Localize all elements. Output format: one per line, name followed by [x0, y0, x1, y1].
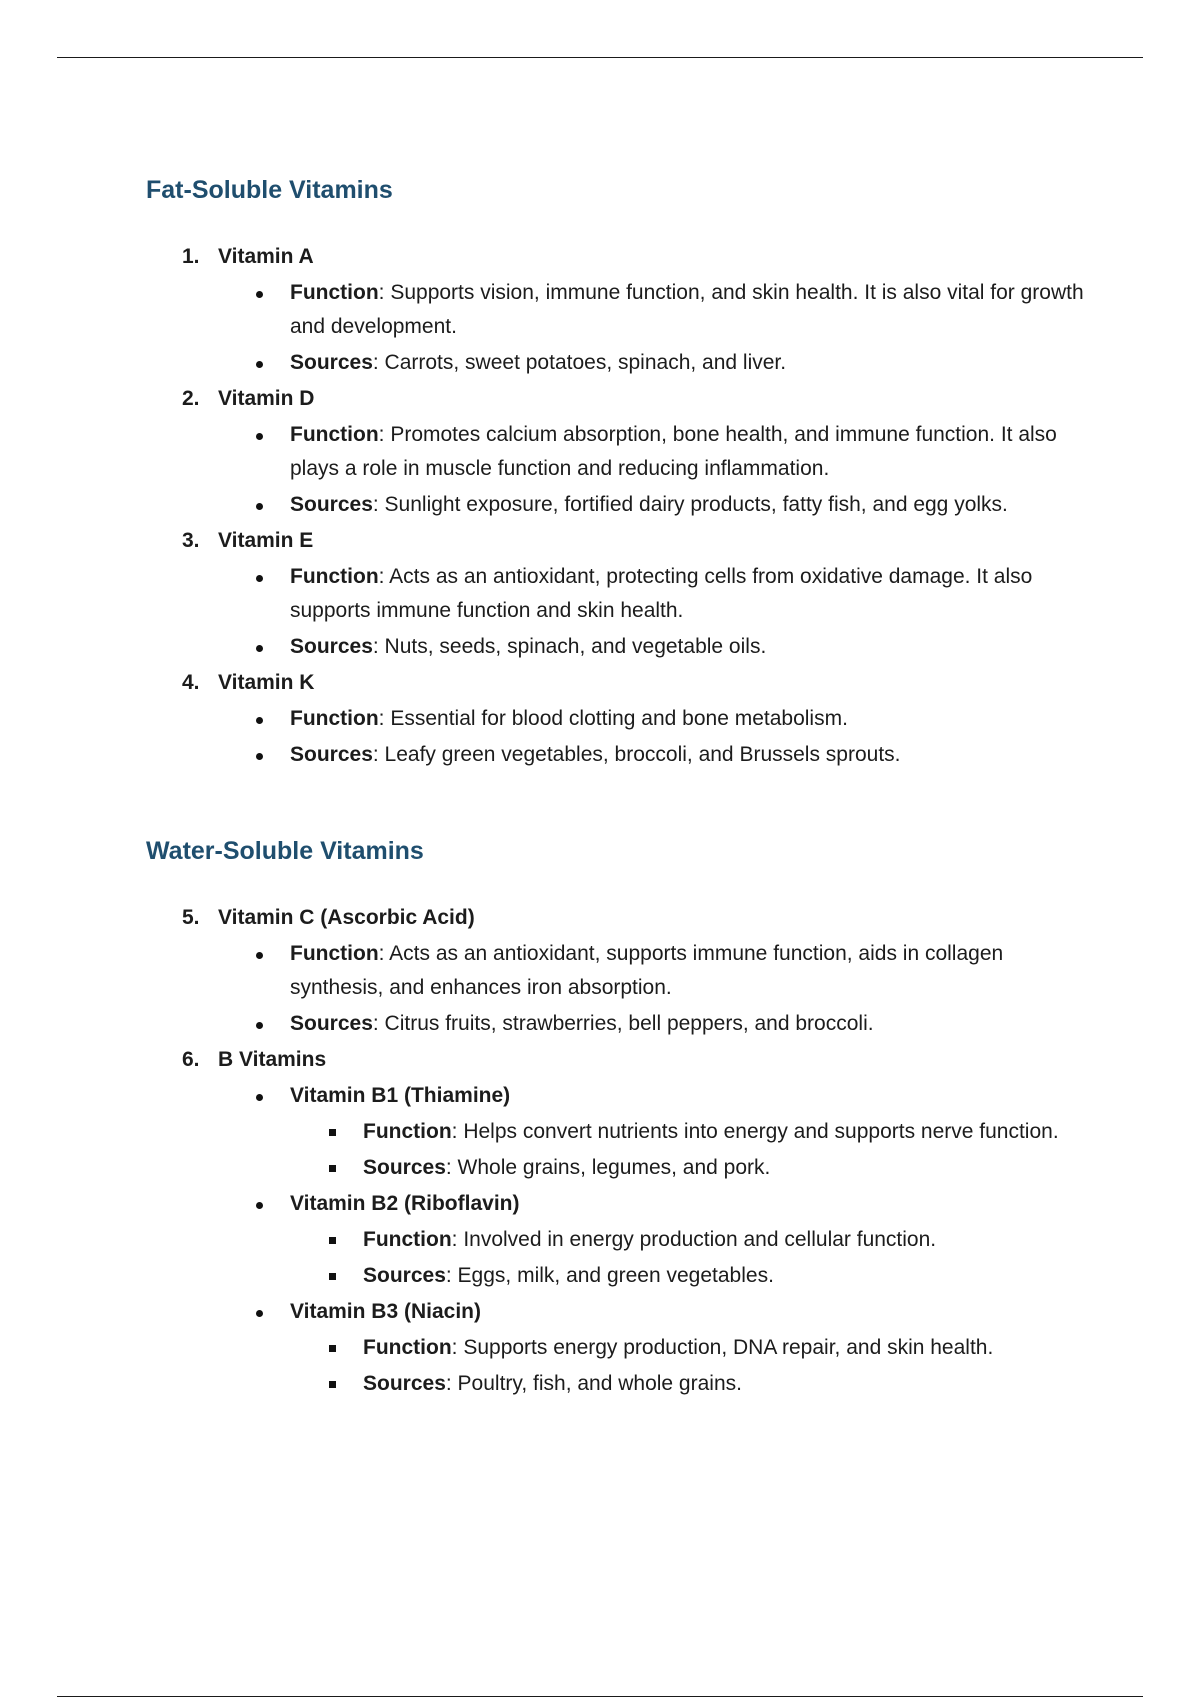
bullet-icon: [256, 645, 263, 652]
item-title: Vitamin D: [218, 387, 315, 410]
function-text: : Supports energy production, DNA repair, and skin health.: [451, 1336, 994, 1359]
item-number: 4.: [182, 671, 200, 694]
sources-label: Sources: [290, 493, 373, 516]
sources-text: : Carrots, sweet potatoes, spinach, and liver.: [372, 351, 787, 374]
sources-text: : Eggs, milk, and green vegetables.: [445, 1264, 774, 1287]
bullet-icon: [256, 717, 263, 724]
item-title: Vitamin A: [218, 245, 314, 268]
sources-text: : Whole grains, legumes, and pork.: [445, 1156, 771, 1179]
function-entry: [0, 417, 1090, 487]
square-bullet-icon: [329, 1273, 336, 1280]
sources-entry: [0, 1366, 1073, 1402]
square-bullet-icon: [329, 1381, 336, 1388]
item-title: B Vitamins: [218, 1048, 327, 1071]
sub-item-title: Vitamin B2 (Riboflavin): [290, 1192, 520, 1215]
square-bullet-icon: [329, 1237, 336, 1244]
function-label: Function: [290, 707, 379, 730]
list-item-vitamin-d: [0, 381, 1200, 523]
sources-label: Sources: [363, 1264, 446, 1287]
sources-label: Sources: [363, 1156, 446, 1179]
sources-entry: [0, 1258, 1073, 1294]
bullet-icon: [256, 753, 263, 760]
function-label: Function: [363, 1120, 452, 1143]
list-item-vitamin-c: [0, 900, 1200, 1042]
bullet-icon: [256, 1202, 263, 1209]
function-label: Function: [290, 281, 379, 304]
item-title: Vitamin K: [218, 671, 315, 694]
list-item-b-vitamins: [0, 1042, 1200, 1402]
sources-entry: [0, 629, 1090, 665]
bullet-icon: [256, 1310, 263, 1317]
sub-item-title: Vitamin B3 (Niacin): [290, 1300, 481, 1323]
function-text: : Promotes calcium absorption, bone health, and immune function. It also plays a role in muscle function and reducing inflammation.: [290, 423, 1057, 480]
list-item-vitamin-k: [0, 665, 1200, 773]
item-title: Vitamin E: [218, 529, 314, 552]
function-text: : Supports vision, immune function, and skin health. It is also vital for growth and development.: [290, 281, 1084, 338]
sources-entry: [0, 345, 1090, 381]
sources-entry: [0, 1150, 1073, 1186]
function-label: Function: [290, 565, 379, 588]
function-entry: [0, 701, 1090, 737]
function-text: : Acts as an antioxidant, protecting cells from oxidative damage. It also supports immune function and skin health.: [290, 565, 1033, 622]
bullet-icon: [256, 361, 263, 368]
sources-text: : Citrus fruits, strawberries, bell peppers, and broccoli.: [372, 1012, 874, 1035]
bullet-icon: [256, 1094, 263, 1101]
item-number: 3.: [182, 529, 200, 552]
sources-label: Sources: [290, 743, 373, 766]
square-bullet-icon: [329, 1165, 336, 1172]
function-label: Function: [290, 942, 379, 965]
function-entry: [0, 1330, 1073, 1366]
sub-item-vitamin-b2: [0, 1186, 1090, 1222]
bullet-icon: [256, 575, 263, 582]
bullet-icon: [256, 291, 263, 298]
fat-soluble-list: [0, 239, 1200, 773]
bullet-icon: [256, 952, 263, 959]
section-heading-fat-soluble: Fat-Soluble Vitamins: [146, 176, 393, 204]
list-item-vitamin-e: [0, 523, 1200, 665]
item-title: Vitamin C (Ascorbic Acid): [218, 906, 475, 929]
function-text: : Involved in energy production and cellular function.: [451, 1228, 937, 1251]
section-heading-water-soluble: Water-Soluble Vitamins: [146, 837, 424, 865]
sources-text: : Nuts, seeds, spinach, and vegetable oils.: [372, 635, 767, 658]
bottom-rule: [57, 1696, 1143, 1697]
top-rule: [57, 57, 1143, 58]
item-number: 5.: [182, 906, 200, 929]
sub-item-vitamin-b1: [0, 1078, 1090, 1114]
sources-entry: [0, 1006, 1090, 1042]
sources-label: Sources: [290, 635, 373, 658]
square-bullet-icon: [329, 1345, 336, 1352]
item-number: 6.: [182, 1048, 200, 1071]
function-entry: [0, 275, 1090, 345]
function-entry: [0, 1114, 1073, 1150]
item-number: 2.: [182, 387, 200, 410]
bullet-icon: [256, 433, 263, 440]
bullet-icon: [256, 503, 263, 510]
sources-text: : Leafy green vegetables, broccoli, and Brussels sprouts.: [372, 743, 901, 766]
list-item-vitamin-a: [0, 239, 1200, 381]
sources-label: Sources: [290, 351, 373, 374]
sources-label: Sources: [290, 1012, 373, 1035]
function-entry: [0, 1222, 1073, 1258]
sub-item-title: Vitamin B1 (Thiamine): [290, 1084, 511, 1107]
water-soluble-list: [0, 900, 1200, 1402]
function-label: Function: [363, 1228, 452, 1251]
function-label: Function: [363, 1336, 452, 1359]
square-bullet-icon: [329, 1129, 336, 1136]
sources-label: Sources: [363, 1372, 446, 1395]
function-text: : Essential for blood clotting and bone metabolism.: [378, 707, 848, 730]
sources-text: : Poultry, fish, and whole grains.: [445, 1372, 742, 1395]
item-number: 1.: [182, 245, 200, 268]
function-entry: [0, 936, 1090, 1006]
sub-item-vitamin-b3: [0, 1294, 1090, 1330]
sources-text: : Sunlight exposure, fortified dairy products, fatty fish, and egg yolks.: [372, 493, 1008, 516]
function-entry: [0, 559, 1090, 629]
bullet-icon: [256, 1022, 263, 1029]
sources-entry: [0, 487, 1090, 523]
function-label: Function: [290, 423, 379, 446]
sources-entry: [0, 737, 1090, 773]
function-text: : Acts as an antioxidant, supports immune function, aids in collagen synthesis, and enhances iron absorption.: [290, 942, 1004, 999]
function-text: : Helps convert nutrients into energy and supports nerve function.: [451, 1120, 1059, 1143]
